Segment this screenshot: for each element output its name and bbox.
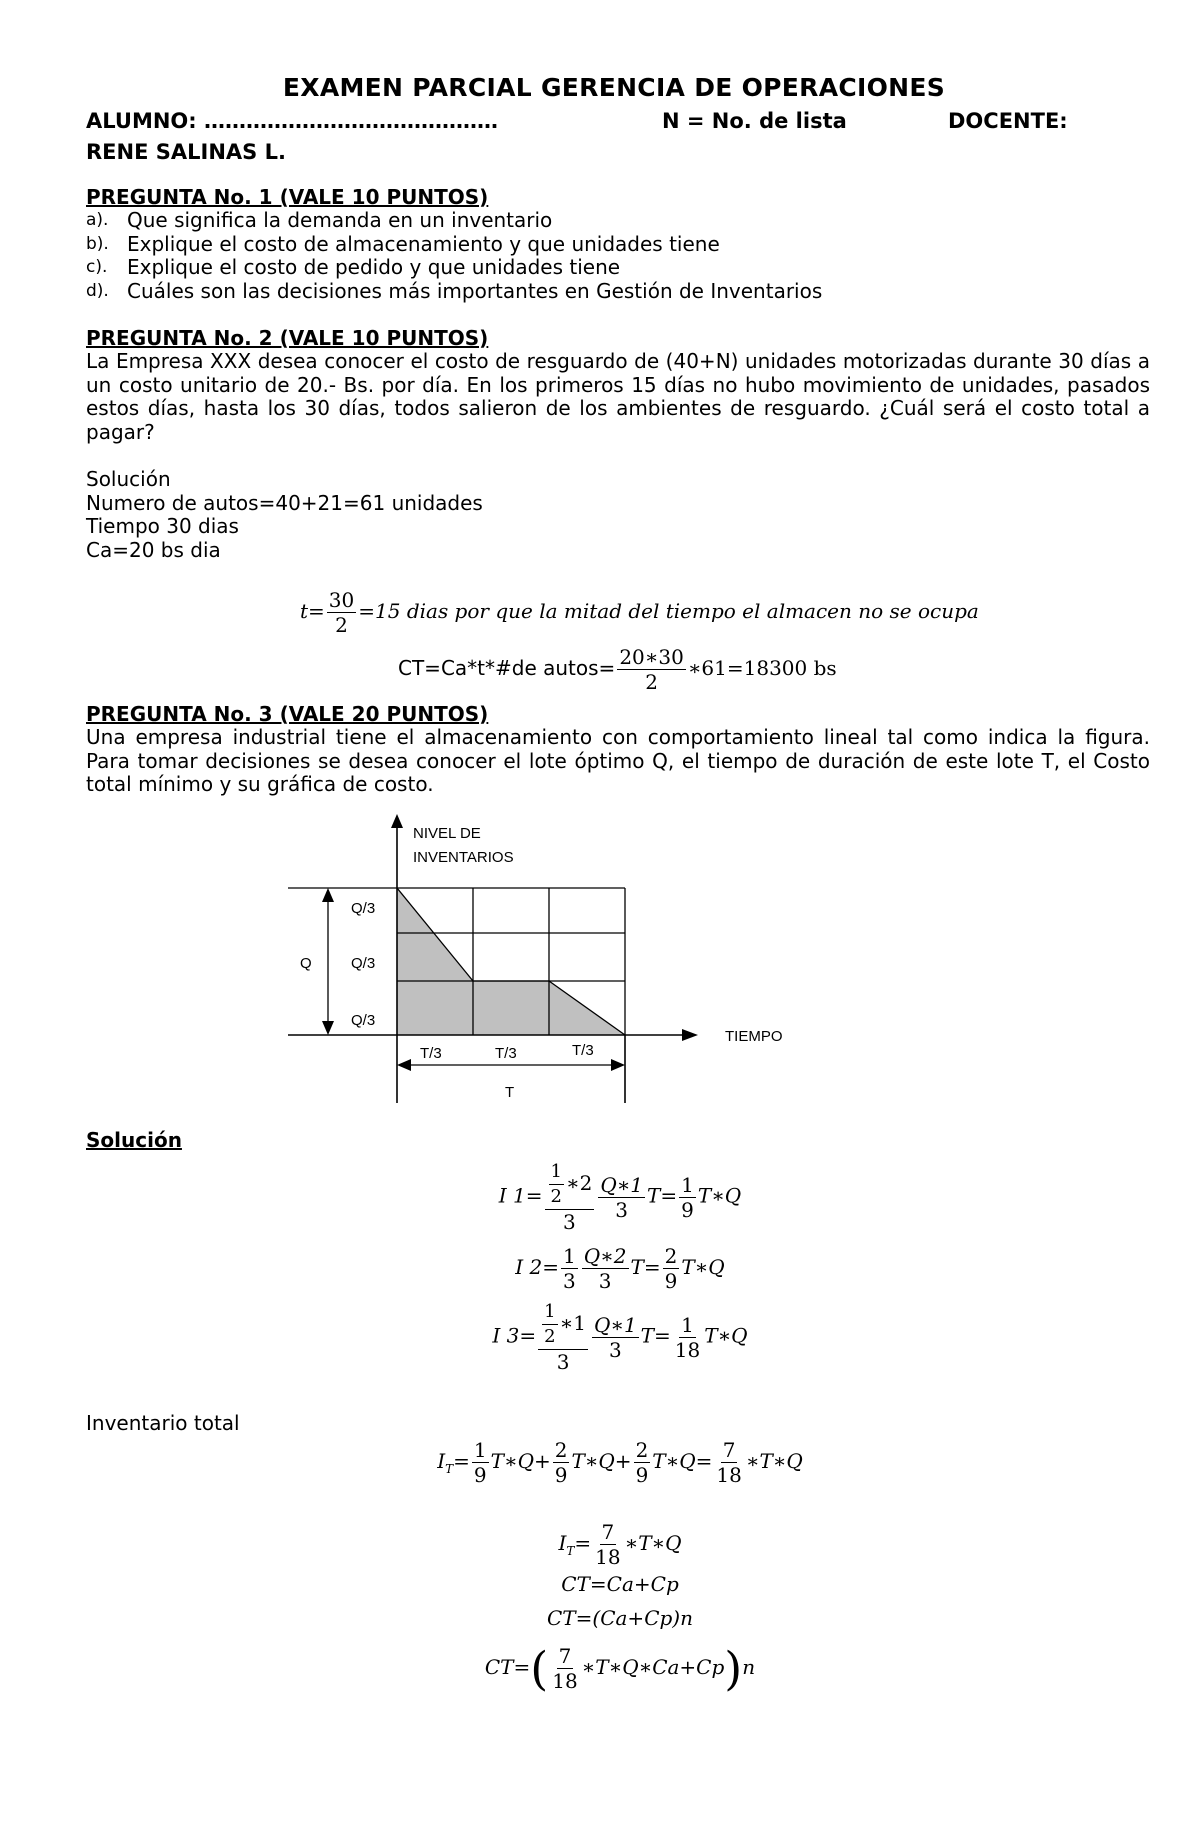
equation-total-cost: CT=Ca*t*#de autos= $\frac{20∗30}{2}$ ∗61=18300 bs (398, 645, 837, 694)
docente-name: RENE SALINAS L. (86, 140, 286, 164)
question-1-item: a). Que significa la demanda en un inventario (86, 208, 553, 232)
equation-i3: I 3= $\frac{1}{2}$ ∗1 3 $\frac{Q∗1}{3}$ T= $\frac{1}{18}$ T∗Q (492, 1301, 748, 1374)
t-label: T (505, 1084, 515, 1101)
q3-label: Q/3 (351, 1012, 376, 1029)
question-2 (86, 326, 1150, 444)
solution-label: Solución (86, 467, 171, 491)
docente-label: DOCENTE: (948, 109, 1068, 133)
question-3-solution-label: Solución (86, 1128, 182, 1152)
t3-label: T/3 (420, 1045, 442, 1062)
inventory-diagram (280, 808, 820, 1108)
equation-half-time: t= $\frac{30}{2}$ =15 dias por que la mitad del tiempo el almacen no se ocupa (300, 588, 979, 637)
question-2-solution (86, 468, 1150, 562)
left-paren: ( (530, 1641, 549, 1696)
inventory-total-label: Inventario total (86, 1411, 240, 1435)
question-2-heading: PREGUNTA No. 2 (VALE 10 PUNTOS) (86, 326, 489, 350)
solution-line: Numero de autos=40+21=61 unidades (86, 490, 483, 515)
t-arrow-left (397, 1059, 411, 1071)
question-1-item: d). Cuáles son las decisiones más importantes en Gestión de Inventarios (86, 278, 823, 303)
equation-ct-2: CT=(Ca+Cp)n (547, 1606, 693, 1630)
equation-i2: I 2= $\frac{1}{3}$ $\frac{Q∗2}{3}$ T= $\frac{2}{9}$ T∗Q (515, 1244, 725, 1293)
q3-label: Q/3 (351, 955, 376, 972)
solution-line: Ca=20 bs dia (86, 537, 221, 562)
t3-label: T/3 (572, 1042, 594, 1059)
equation-i1: I 1= $\frac{1}{2}$ ∗2 3 $\frac{Q∗1}{3}$ T= $\frac{1}{9}$ T∗Q (498, 1161, 742, 1234)
equation-ct-3: CT=( $\frac{7}{18}$ ∗T∗Q∗Ca+Cp)n (484, 1641, 756, 1696)
page-title: EXAMEN PARCIAL GERENCIA DE OPERACIONES (282, 73, 946, 102)
y-axis-label: INVENTARIOS (413, 849, 514, 866)
header-info (86, 106, 1146, 168)
y-axis-label: NIVEL DE (413, 825, 481, 842)
equation-it: $I_T=$ $\frac{7}{18}$ ∗T∗Q (558, 1520, 682, 1569)
question-1-heading: PREGUNTA No. 1 (VALE 10 PUNTOS) (86, 185, 489, 209)
right-paren: ) (724, 1641, 743, 1696)
q-label: Q (300, 955, 312, 972)
t-arrow-right (611, 1059, 625, 1071)
list-number-label: N = No. de lista (662, 109, 847, 133)
inventory-area (397, 888, 625, 1035)
x-axis-arrow (682, 1029, 698, 1041)
t3-label: T/3 (495, 1045, 517, 1062)
equation-ct-1: CT=Ca+Cp (561, 1572, 679, 1596)
q3-label: Q/3 (351, 900, 376, 917)
y-axis-arrow (391, 814, 403, 828)
question-1-item: c). Explique el costo de pedido y que unidades tiene (86, 255, 621, 280)
equation-it-sum: $I_T=$ $\frac{1}{9}$ T∗Q+ $\frac{2}{9}$ T∗Q+ $\frac{2}{9}$ T∗Q= $\frac{7}{18}$ ∗T∗Q (437, 1438, 803, 1487)
x-axis-label: TIEMPO (725, 1028, 783, 1045)
q-arrow-top (322, 888, 334, 902)
question-3 (86, 702, 1150, 797)
solution-line: Tiempo 30 dias (86, 514, 239, 539)
question-1 (86, 185, 1150, 303)
question-2-body: La Empresa XXX desea conocer el costo de resguardo de (40+N) unidades motorizadas durante 30 días a un costo unitario de 20.- Bs. por día. En los primeros 15 días no hubo movimiento de unidades, pasados estos días, hasta los 30 días, todos salieron de los ambientes de resguardo. ¿Cuál será el costo total a pagar? (86, 349, 1150, 444)
question-1-item: b). Explique el costo de almacenamiento y que unidades tiene (86, 231, 720, 256)
question-3-body: Una empresa industrial tiene el almacenamiento con comportamiento lineal tal como indica la figura. Para tomar decisiones se desea conocer el lote óptimo Q, el tiempo de duración de este lote T, el Costo total mínimo y su gráfica de costo. (86, 725, 1150, 797)
q-arrow-bottom (322, 1021, 334, 1035)
question-3-heading: PREGUNTA No. 3 (VALE 20 PUNTOS) (86, 702, 489, 726)
alumno-label: ALUMNO: …………………………………… (86, 109, 498, 133)
